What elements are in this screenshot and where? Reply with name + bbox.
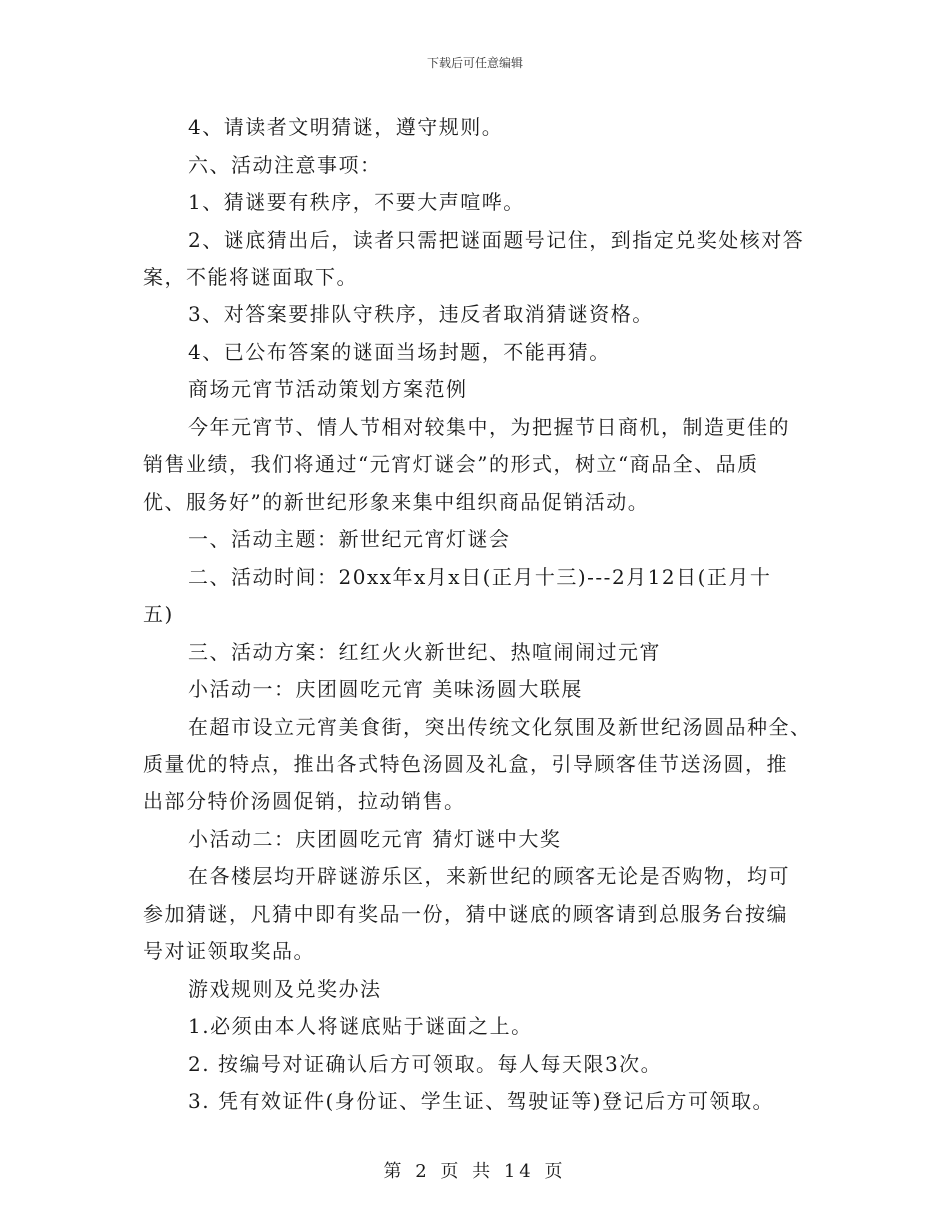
text-line: 小活动一：庆团圆吃元宵 美味汤圆大联展 <box>188 677 583 701</box>
text-line: 4、已公布答案的谜面当场封题，不能再猜。 <box>188 340 611 364</box>
text-line: 2. 按编号对证确认后方可领取。每人每天限3次。 <box>188 1052 663 1076</box>
text-line: 一、活动主题：新世纪元宵灯谜会 <box>188 527 511 551</box>
text-line: 1.必须由本人将谜底贴于谜面之上。 <box>188 1014 533 1038</box>
text-line: 质量优的特点，推出各式特色汤圆及礼盒，引导顾客佳节送汤圆，推 <box>143 752 788 776</box>
page-number: 第 2 页 共 14 页 <box>383 1161 567 1182</box>
text-line: 六、活动注意事项： <box>188 153 382 177</box>
text-line: 游戏规则及兑奖办法 <box>188 977 382 1001</box>
page-header: 下载后可任意编辑 <box>426 56 523 70</box>
text-line: 三、活动方案：红红火火新世纪、热喧闹闹过元宵 <box>188 640 661 664</box>
text-line: 3. 凭有效证件(身份证、学生证、驾驶证等)登记后方可领取。 <box>188 1089 775 1113</box>
text-line: 出部分特价汤圆促销，拉动销售。 <box>143 789 466 813</box>
text-line: 案，不能将谜面取下。 <box>143 265 358 289</box>
text-line: 4、请读者文明猜谜，遵守规则。 <box>188 115 504 139</box>
text-line: 号对证领取奖品。 <box>143 939 315 963</box>
text-line: 参加猜谜，凡猜中即有奖品一份，猜中谜底的顾客请到总服务台按编 <box>143 902 788 926</box>
text-line: 在超市设立元宵美食街，突出传统文化氛围及新世纪汤圆品种全、 <box>188 715 812 739</box>
text-line: 五) <box>143 602 174 626</box>
section-title: 商场元宵节活动策划方案范例 <box>188 377 468 401</box>
text-line: 优、服务好”的新世纪形象来集中组织商品促销活动。 <box>143 490 650 514</box>
text-line: 2、谜底猜出后，读者只需把谜面题号记住，到指定兑奖处核对答 <box>188 228 805 252</box>
text-line: 二、活动时间：20xx年x月x日(正月十三)---2月12日(正月十 <box>188 565 772 589</box>
text-line: 3、对答案要排队守秩序，违反者取消猜谜资格。 <box>188 302 654 326</box>
text-line: 小活动二：庆团圆吃元宵 猜灯谜中大奖 <box>188 827 562 851</box>
text-line: 销售业绩，我们将通过“元宵灯谜会”的形式，树立“商品全、品质 <box>143 452 759 476</box>
text-line: 今年元宵节、情人节相对较集中，为把握节日商机，制造更佳的 <box>188 415 790 439</box>
text-line: 在各楼层均开辟谜游乐区，来新世纪的顾客无论是否购物，均可 <box>188 864 790 888</box>
text-line: 1、猜谜要有秩序，不要大声喧哗。 <box>188 190 525 214</box>
